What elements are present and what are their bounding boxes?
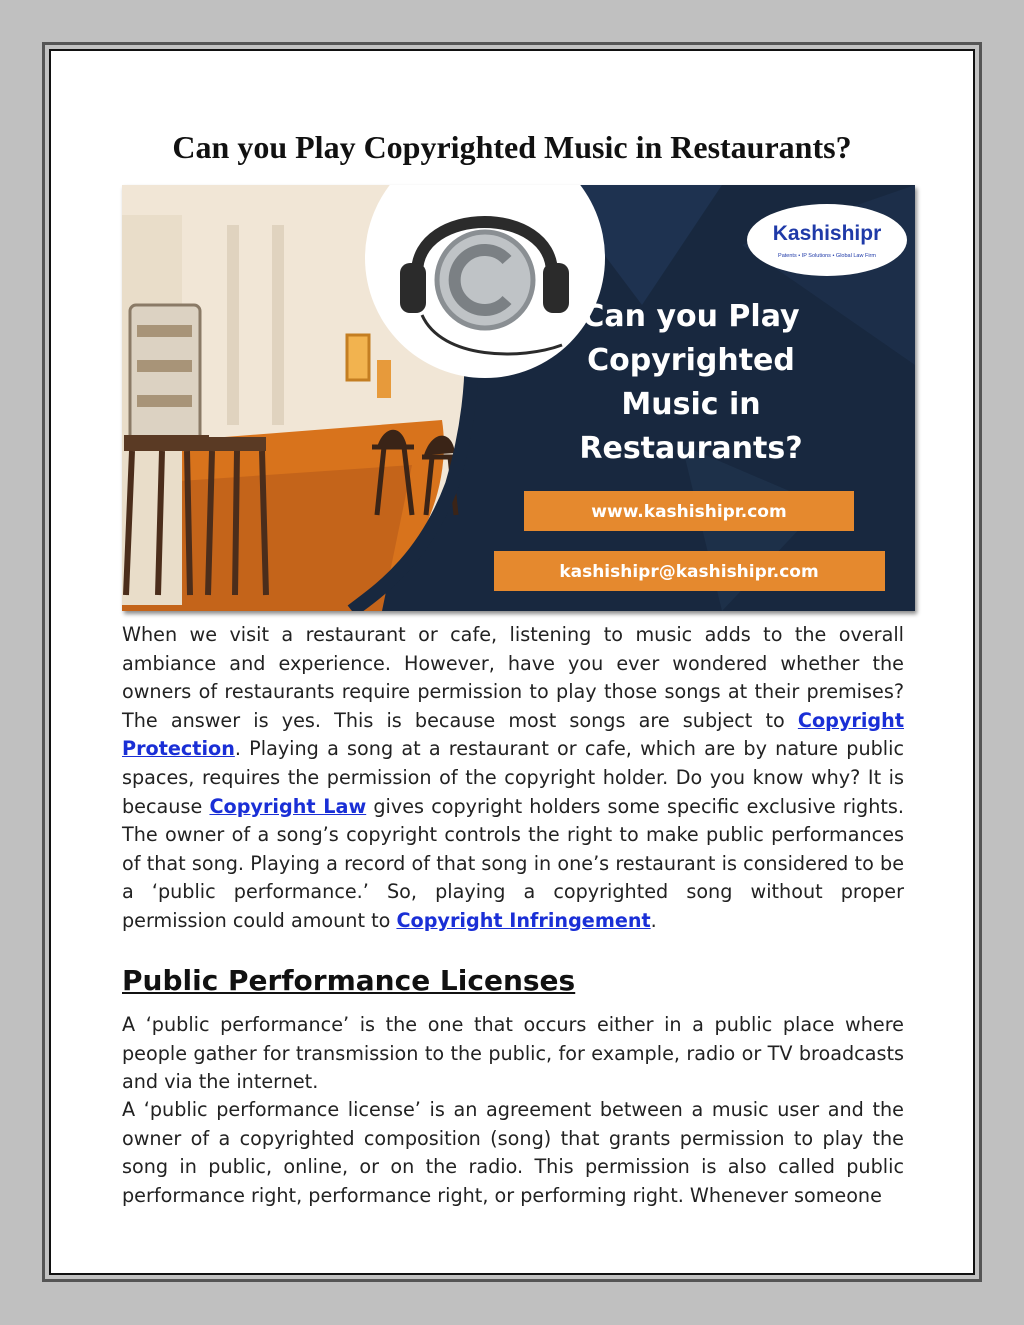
- headline-line: Restaurants?: [579, 431, 803, 466]
- intro-text: .: [650, 908, 657, 932]
- headline-line: Can you Play: [582, 299, 800, 334]
- intro-text: When we visit a restaurant or cafe, listening to music adds to the overall ambiance and experience. However, have you ever wondered whether the owners of restaurants require permission to play those songs at their premises? The answer is yes. This is because most songs are subject to: [122, 623, 904, 732]
- kashishipr-logo: [747, 204, 907, 276]
- copyright-infringement-link[interactable]: Copyright Infringement: [396, 908, 651, 932]
- website-bar: [524, 491, 854, 531]
- email-bar: [494, 551, 885, 591]
- website-text: www.kashishipr.com: [591, 502, 787, 522]
- license-paragraph: A ‘public performance license’ is an agreement between a music user and the owner of a copyrighted composition (song) that grants permission to play the song in public, online, or on the radio. This permission is also called public performance right, performance right, or performing right. Whenever someone: [122, 1098, 904, 1207]
- copyright-law-link[interactable]: Copyright Law: [209, 794, 367, 818]
- email-text: kashishipr@kashishipr.com: [559, 562, 819, 582]
- intro-text: gives copyright holders some specific exclusive rights. The owner of a song’s copyright controls the right to make public performances of that song. Playing a record of that song in one’s restaurant is considered to be a ‘public performance.’ So, playing a copyrighted song without proper permission could amount to: [122, 794, 904, 932]
- page-title: Can you Play Copyrighted Music in Restaurants?: [172, 129, 852, 165]
- logo-text: Kashishipr: [772, 222, 882, 245]
- page: [49, 49, 975, 1275]
- section-heading: Public Performance Licenses: [122, 964, 576, 997]
- copyright-protection-link[interactable]: Copyright Protection: [122, 708, 904, 761]
- banner-image: [122, 185, 915, 611]
- page-frame: [42, 42, 982, 1282]
- logo-tagline: Patents • IP Solutions • Global Law Firm: [778, 253, 876, 259]
- intro-text: . Playing a song at a restaurant or cafe, which are by nature public spaces, requires the permission of the copyright holder. Do you know why? It is because: [122, 737, 904, 818]
- banner-graphic: [122, 185, 915, 611]
- headline-line: Copyrighted: [587, 343, 795, 378]
- public-performance-paragraph: A ‘public performance’ is the one that occurs either in a public place where people gather for transmission to the public, for example, radio or TV broadcasts and via the internet.: [122, 1013, 904, 1094]
- intro-paragraph: [122, 621, 904, 936]
- headline-line: Music in: [621, 387, 761, 422]
